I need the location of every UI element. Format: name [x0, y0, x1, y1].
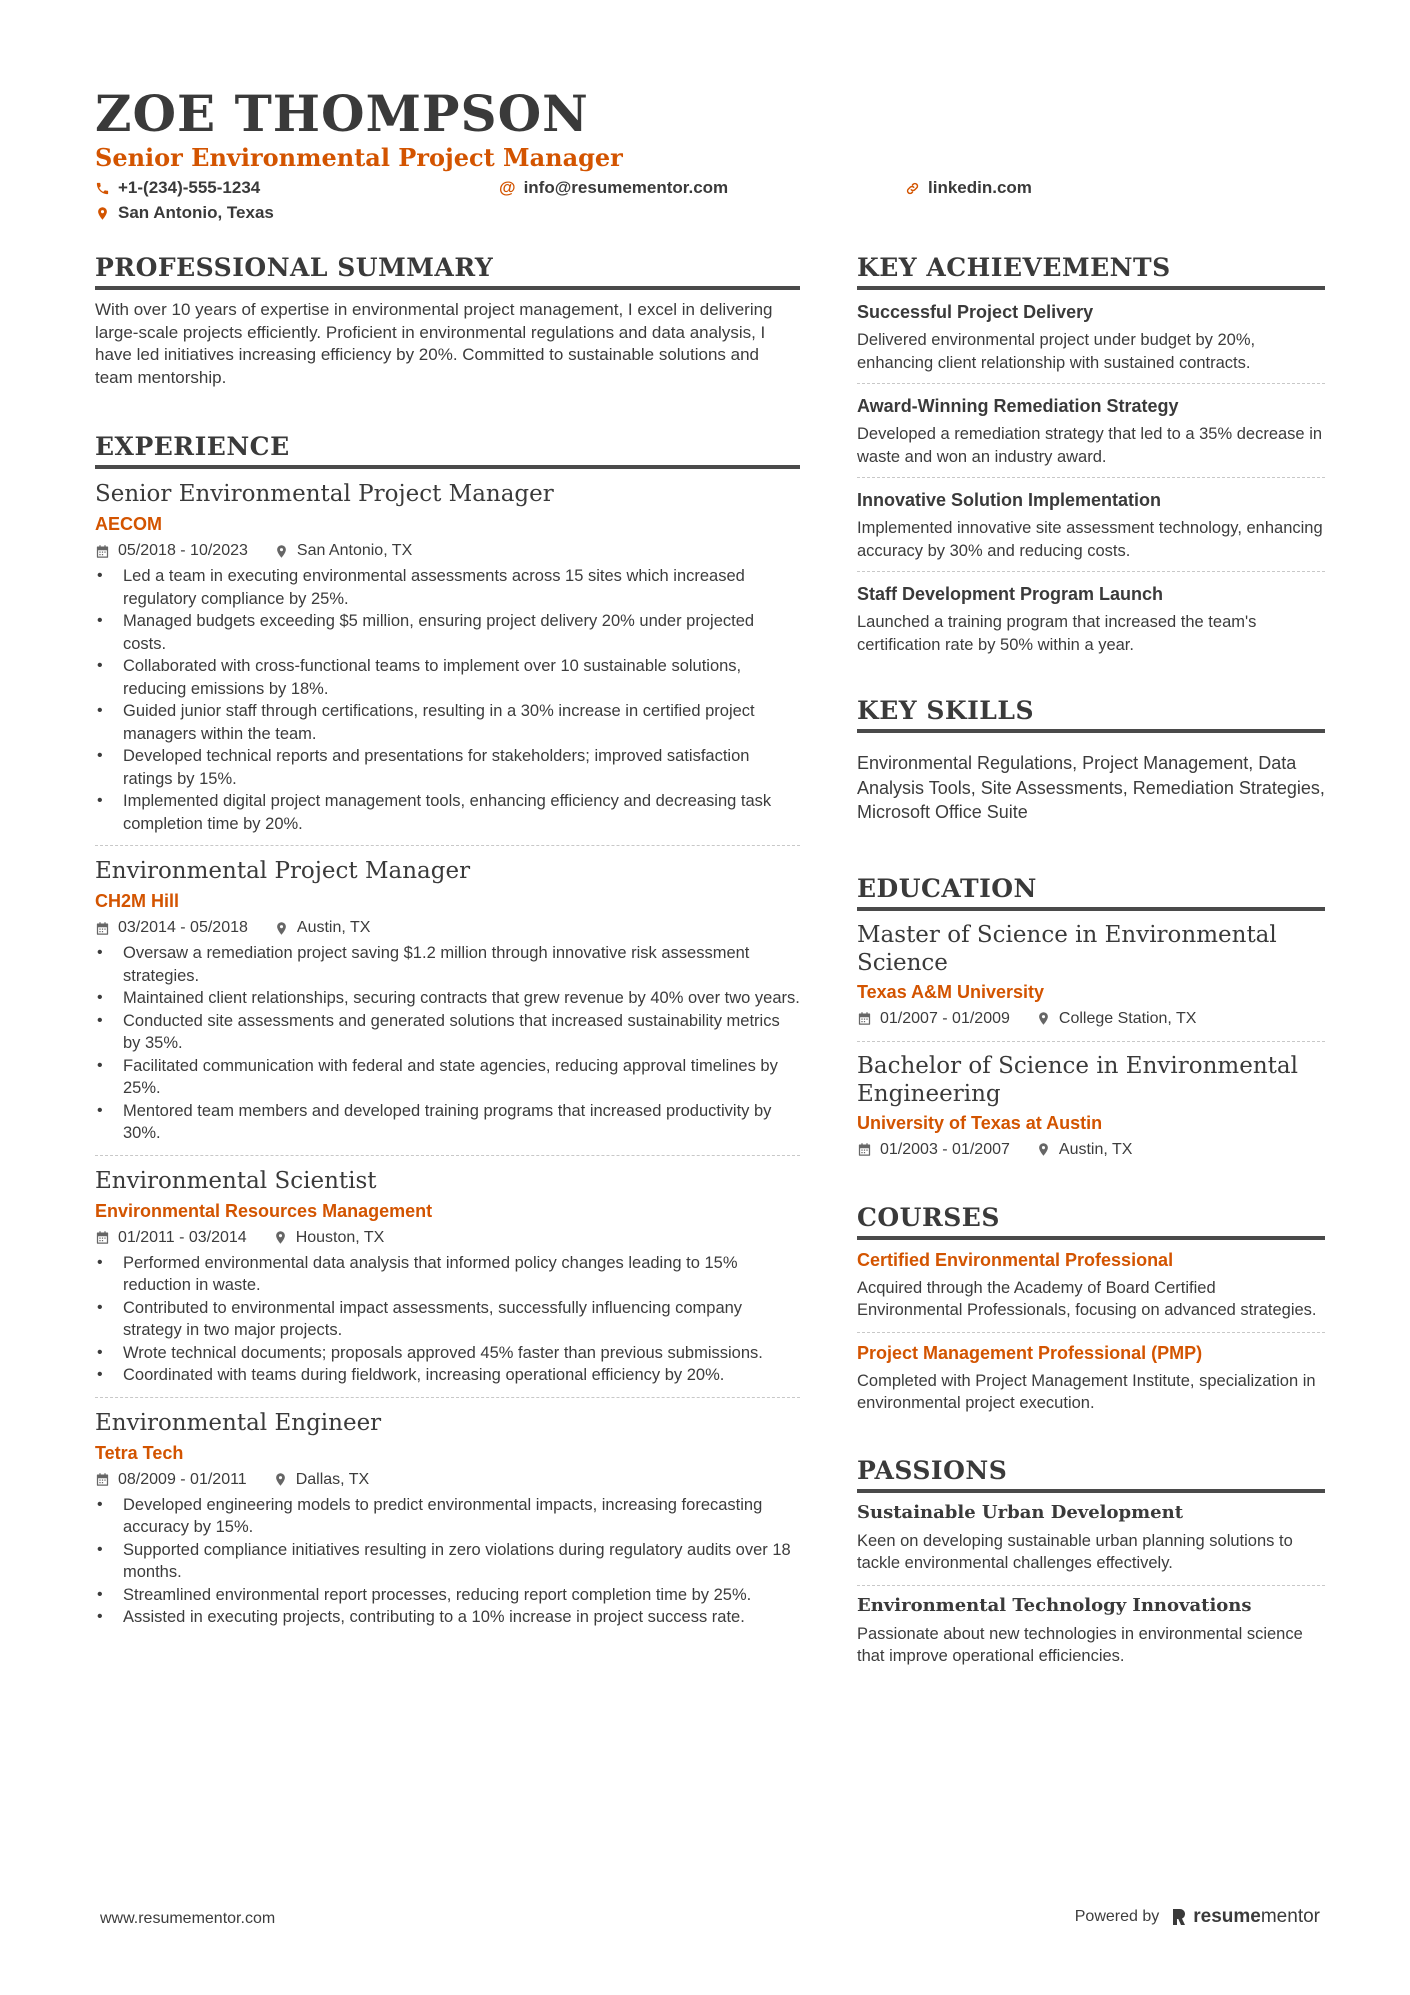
date-range	[857, 1007, 1010, 1031]
calendar-icon	[95, 921, 110, 936]
location-text: College Station, TX	[1058, 1009, 1197, 1027]
powered-by-text: Powered by	[1074, 1908, 1160, 1925]
experience-heading: EXPERIENCE	[95, 431, 800, 469]
location-pin-icon	[274, 921, 289, 936]
job-title: Environmental Engineer	[95, 1409, 382, 1436]
course-title: Project Management Professional (PMP)	[857, 1342, 1203, 1363]
job-title: Senior Environmental Project Manager	[95, 481, 554, 507]
achievement-title: Successful Project Delivery	[857, 302, 1094, 322]
date-text: 01/2011 - 03/2014	[118, 1228, 247, 1246]
linkedin-text: linkedin.com	[928, 178, 1032, 197]
brand-bold: resume	[1193, 1906, 1261, 1927]
course-desc: Acquired through the Academy of Board Certified Environmental Professionals, focusing on advanced strategies.	[857, 1278, 1317, 1319]
calendar-icon	[857, 1011, 872, 1026]
job-entry	[95, 479, 800, 846]
achievement-item	[857, 478, 1325, 572]
degree-title: Master of Science in Environmental Science	[857, 921, 1277, 976]
job-bullet: • Guided junior staff through certifications, resulting in a 30% increase in certified project managers within the team.	[95, 700, 800, 745]
map-pin-icon	[95, 206, 110, 221]
job-entry	[95, 1166, 800, 1398]
job-bullet: • Led a team in executing environmental assessments across 15 sites which increased regulatory compliance by 25%.	[95, 565, 800, 610]
job-bullet: • Mentored team members and developed training programs that increased productivity by 30%.	[95, 1100, 800, 1145]
at-icon: @	[499, 178, 516, 197]
job-bullet: • Assisted in executing projects, contributing to a 10% increase in project success rate.	[95, 1606, 800, 1629]
education-heading: EDUCATION	[857, 873, 1325, 911]
achievement-title: Staff Development Program Launch	[857, 584, 1164, 604]
job-bullet: • Maintained client relationships, securing contracts that grew revenue by 40% over two years.	[95, 987, 800, 1010]
course-title: Certified Environmental Professional	[857, 1249, 1174, 1270]
passion-desc: Keen on developing sustainable urban planning solutions to tackle environmental challenges effectively.	[857, 1531, 1293, 1572]
school-name: Texas A&M University	[857, 981, 1045, 1002]
link-icon	[905, 181, 920, 196]
job-bullet: • Managed budgets exceeding $5 million, ensuring project delivery 20% under projected costs.	[95, 610, 800, 655]
achievement-desc: Delivered environmental project under budget by 20%, enhancing client relationship with sustained contracts.	[857, 331, 1256, 372]
location	[1036, 1007, 1197, 1031]
date-range	[95, 1468, 247, 1492]
job-bullet: • Performed environmental data analysis that informed policy changes leading to 15% reduction in waste.	[95, 1252, 800, 1297]
passions-list	[857, 1493, 1325, 1678]
achievements-heading: KEY ACHIEVEMENTS	[857, 252, 1325, 290]
meta-row	[95, 539, 800, 563]
achievement-desc: Launched a training program that increased the team's certification rate by 50% within a year.	[857, 613, 1257, 654]
skills-heading: KEY SKILLS	[857, 695, 1325, 733]
achievement-title: Innovative Solution Implementation	[857, 490, 1162, 510]
job-bullet: • Supported compliance initiatives resulting in zero violations during regulatory audits over 18 months.	[95, 1539, 800, 1584]
passion-desc: Passionate about new technologies in environmental science that improve operational efficiencies.	[857, 1624, 1303, 1665]
location-pin-icon	[274, 544, 289, 559]
achievement-desc: Developed a remediation strategy that led to a 35% decrease in waste and won an industry award.	[857, 425, 1323, 466]
job-bullets	[95, 1252, 800, 1387]
achievement-title: Award-Winning Remediation Strategy	[857, 396, 1179, 416]
left-column	[95, 252, 800, 1649]
meta-row	[95, 916, 800, 940]
job-title: Environmental Scientist	[95, 1167, 377, 1194]
course-item	[857, 1333, 1325, 1425]
location-text: Houston, TX	[295, 1228, 385, 1246]
email-text: info@resumementor.com	[523, 178, 729, 197]
right-column	[857, 252, 1325, 1678]
job-bullet: • Oversaw a remediation project saving $1.2 million through innovative risk assessment strategies.	[95, 942, 800, 987]
job-title: Environmental Project Manager	[95, 858, 471, 884]
date-text: 01/2007 - 01/2009	[880, 1009, 1010, 1027]
phone-icon	[95, 181, 110, 196]
brand-light: mentor	[1260, 1906, 1320, 1927]
passion-title: Environmental Technology Innovations	[857, 1594, 1252, 1616]
candidate-name: ZOE THOMPSON	[95, 84, 589, 143]
achievement-item	[857, 572, 1325, 665]
calendar-icon	[857, 1142, 872, 1157]
linkedin-contact[interactable]	[905, 178, 1032, 198]
job-bullet: • Conducted site assessments and generated solutions that increased sustainability metrics by 35%.	[95, 1010, 800, 1055]
location	[274, 539, 412, 563]
summary-heading: PROFESSIONAL SUMMARY	[95, 252, 800, 290]
location	[1036, 1138, 1133, 1162]
resume-page	[95, 84, 1325, 1665]
calendar-icon	[95, 1472, 110, 1487]
job-entry	[95, 856, 800, 1156]
footer-website[interactable]: www.resumementor.com	[100, 1910, 276, 1927]
date-text: 08/2009 - 01/2011	[118, 1470, 247, 1488]
passion-item	[857, 1493, 1325, 1586]
job-company: AECOM	[95, 514, 162, 534]
meta-row	[95, 1226, 800, 1250]
location	[273, 1226, 385, 1250]
location-pin-icon	[1036, 1011, 1051, 1026]
experience-list	[95, 479, 800, 1639]
job-bullets	[95, 1494, 800, 1629]
calendar-icon	[95, 544, 110, 559]
date-text: 03/2014 - 05/2018	[118, 919, 248, 936]
courses-heading: COURSES	[857, 1202, 1325, 1240]
date-range	[857, 1138, 1010, 1162]
job-company: Tetra Tech	[95, 1442, 184, 1463]
passion-title: Sustainable Urban Development	[857, 1501, 1184, 1523]
date-text: 05/2018 - 10/2023	[118, 542, 248, 559]
date-range	[95, 916, 248, 940]
location-contact	[95, 203, 274, 223]
meta-row	[857, 1138, 1325, 1162]
date-text: 01/2003 - 01/2007	[880, 1140, 1010, 1158]
brand-logo[interactable]	[1171, 1906, 1320, 1928]
location	[273, 1468, 370, 1492]
job-bullet: • Collaborated with cross-functional teams to implement over 10 sustainable solutions, reducing emissions by 18%.	[95, 655, 800, 700]
courses-list	[857, 1240, 1325, 1425]
job-bullet: • Developed technical reports and presentations for stakeholders; improved satisfaction ratings by 15%.	[95, 745, 800, 790]
course-item	[857, 1240, 1325, 1333]
summary-text: With over 10 years of expertise in environmental project management, I excel in delivering large-scale projects efficiently. Proficient in environmental regulations and data analysis, I have led initiatives increasing efficiency by 20%. Committed to sustainable solutions and team mentorship.	[95, 300, 773, 387]
calendar-icon	[95, 1230, 110, 1245]
location-pin-icon	[1036, 1142, 1051, 1157]
achievements-list	[857, 290, 1325, 665]
achievement-desc: Implemented innovative site assessment technology, enhancing accuracy by 30% and reducing costs.	[857, 519, 1323, 560]
job-bullet: • Streamlined environmental report processes, reducing report completion time by 25%.	[95, 1584, 800, 1607]
education-list	[857, 921, 1325, 1172]
resumementor-logo-icon	[1171, 1908, 1187, 1926]
location-text: Austin, TX	[1058, 1140, 1133, 1158]
job-company: CH2M Hill	[95, 891, 180, 911]
job-bullets	[95, 565, 800, 835]
phone-text: +1-(234)-555-1234	[118, 178, 261, 197]
job-entry	[95, 1408, 800, 1639]
location-pin-icon	[273, 1230, 288, 1245]
passions-heading: PASSIONS	[857, 1455, 1325, 1493]
location-text: San Antonio, TX	[296, 542, 413, 559]
job-company: Environmental Resources Management	[95, 1200, 433, 1221]
footer-branding	[1075, 1906, 1320, 1928]
degree-title: Bachelor of Science in Environmental Engineering	[857, 1052, 1298, 1107]
candidate-role: Senior Environmental Project Manager	[95, 143, 623, 172]
meta-row	[857, 1007, 1325, 1031]
location-text: Austin, TX	[296, 919, 371, 936]
job-bullet: • Implemented digital project management tools, enhancing efficiency and decreasing task completion time by 20%.	[95, 790, 800, 835]
location-pin-icon	[273, 1472, 288, 1487]
phone-contact[interactable]	[95, 178, 260, 198]
education-item	[857, 921, 1325, 1042]
education-item	[857, 1052, 1325, 1172]
job-bullet: • Coordinated with teams during fieldwork, increasing operational efficiency by 20%.	[95, 1364, 800, 1387]
date-range	[95, 539, 248, 563]
passion-item	[857, 1586, 1325, 1678]
email-contact[interactable]	[499, 178, 728, 198]
meta-row	[95, 1468, 800, 1492]
location-text: Dallas, TX	[295, 1470, 370, 1488]
achievement-item	[857, 384, 1325, 478]
course-desc: Completed with Project Management Institute, specialization in environmental project execution.	[857, 1371, 1316, 1412]
achievement-item	[857, 290, 1325, 384]
location	[274, 916, 371, 940]
job-bullet: • Contributed to environmental impact assessments, successfully influencing company strategy in two major projects.	[95, 1297, 800, 1342]
job-bullet: • Facilitated communication with federal and state agencies, reducing approval timelines by 25%.	[95, 1055, 800, 1100]
job-bullet: • Wrote technical documents; proposals approved 45% faster than previous submissions.	[95, 1342, 800, 1365]
location-text: San Antonio, Texas	[118, 203, 274, 222]
date-range	[95, 1226, 247, 1250]
school-name: University of Texas at Austin	[857, 1112, 1103, 1133]
skills-text: Environmental Regulations, Project Management, Data Analysis Tools, Site Assessments, Remediation Strategies, Microsoft Office Suite	[857, 753, 1325, 822]
contact-block	[95, 174, 1325, 226]
job-bullet: • Developed engineering models to predict environmental impacts, increasing forecasting accuracy by 15%.	[95, 1494, 800, 1539]
job-bullets	[95, 942, 800, 1145]
